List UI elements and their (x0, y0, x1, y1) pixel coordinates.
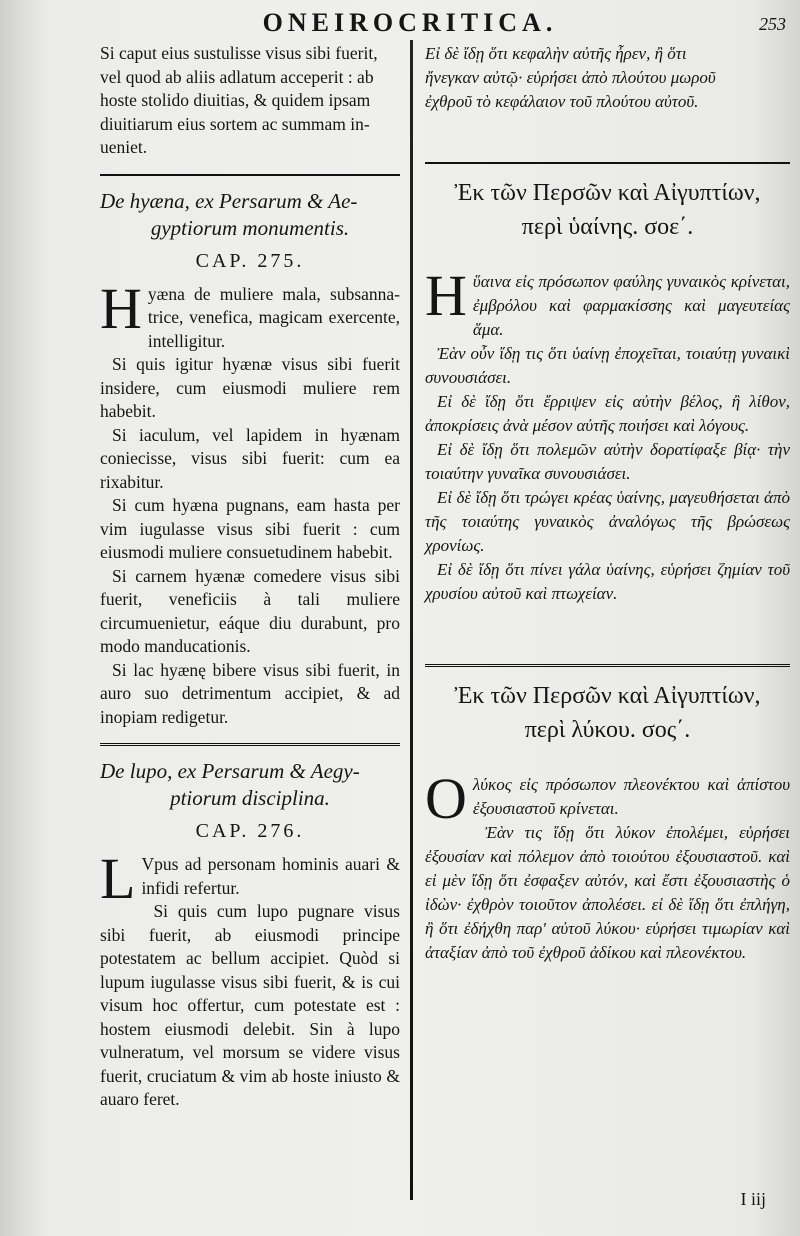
section-title-line: ptiorum disciplina. (170, 786, 330, 810)
latin-column (100, 42, 400, 1112)
latin-section-hyena (100, 188, 400, 730)
signature-mark: I iij (740, 1189, 766, 1209)
drop-cap: L (100, 846, 136, 911)
text-line: ueniet. (100, 137, 148, 157)
paragraph: Si iaculum, vel lapidem in hyænam coniecisse, visus sibi fuerit: cum ea rixabitur. (100, 424, 400, 492)
text-line: vel quod ab aliis adlatum acceperit : ab (100, 66, 374, 87)
text-line: Si caput eius sustulisse visus sibi fuerit, (100, 43, 378, 63)
paragraph: Ἐὰν οὖν ἴδῃ τις ὅτι ὑαίνῃ ἐποχεῖται, τοιαύτῃ γυναικὶ συνουσιάσει. (425, 344, 790, 387)
greek-column (425, 42, 790, 965)
column-divider (410, 40, 413, 1200)
page-number: 253 (759, 14, 786, 34)
greek-section-hyena (425, 176, 790, 606)
text-line: hoste stolido diuitias, & quidem ipsam (100, 90, 371, 110)
paragraph-text: λύκος εἰς πρόσωπον πλεονέκτου καὶ ἀπίστου ἐξουσιαστοῦ κρίνεται. (472, 775, 790, 818)
paragraph: Si quis cum lupo pugnare visus sibi fuerit, ab eiusmodi principe potestatem ac bellum accipiet. Quòd si lupum iugulasse visus sibi fuerit, & is cui visum hoc offertur, cum potestate est : hostem eiusmodi delebit. Sin à lupo vulneratum, vel morsum se videre visus fuerit, cruciatum & vim ab hoste iniusto & auaro feret. (100, 901, 400, 1109)
paragraph: Ἐὰν τις ἴδῃ ὅτι λύκον ἐπολέμει, εὑρήσει ἐξουσίαν καὶ πόλεμον ἀπὸ τοιούτου ἐξουσιαστοῦ. καὶ εἰ μὲν ἴδῃ ὅτι ἐσφαξεν αὐτόν, καὶ ἔστι ἐξουσιαστὴς ὁ ἰδὼν· ἐχθρὸν τοιοῦτον ἀπολέσει. εἰ δὲ ἴδῃ ὅτι ἐπλήγη, ἢ ὅτι ἐδήχθη παρ' αὐτοῦ λύκου· εὑρήσει τιμωρίαν καὶ ἀταξίαν ἀπὸ τοῦ ἐχθροῦ ἀδίκου καὶ πλεονέκτου. (425, 823, 790, 962)
drop-cap: Η (425, 263, 467, 328)
drop-cap: H (100, 275, 142, 341)
paragraph: Si lac hyænę bibere visus sibi fuerit, in auro suo detrimentum accipiet, & ad inopiam redigetur. (100, 659, 400, 727)
paragraph: Εἰ δὲ ἴδῃ ὅτι τρώγει κρέας ὑαίνης, μαγευθήσεται ἀπὸ τῆς τοιαύτης γυναικὸς ἀναλόγως τῆς βρώσεως χρονίως. (425, 488, 790, 555)
greek-intro (425, 42, 790, 114)
text-line: ἤνεγκαν αὐτῷ· εὑρήσει ἀπὸ πλούτου μωροῦ (425, 68, 716, 87)
paragraph: Εἰ δὲ ἴδῃ ὅτι πίνει γάλα ὑαίνης, εὑρήσει ζημίαν τοῦ χρυσίου αὐτοῦ καὶ πτωχείαν. (425, 560, 790, 603)
latin-intro (100, 42, 400, 160)
text-line: diuitiarum eius sortem ac summam in- (100, 113, 370, 134)
text-line: ἐχθροῦ τὸ κεφάλαιον τοῦ πλούτου αὐτοῦ. (425, 92, 699, 111)
drop-cap: Ο (425, 766, 467, 831)
section-title-line: De hyæna, ex Persarum & Ae- (100, 188, 358, 213)
paragraph-text: ὕαινα εἰς πρόσωπον φαύλης γυναικὸς κρίνεται, ἐμβρόλου καὶ φαρμακίσσης καὶ μαγευτείας ἅμα. (472, 272, 790, 339)
section-title-line: gyptiorum monumentis. (150, 215, 350, 240)
greek-section-wolf (425, 679, 790, 965)
chapter-number: CAP. 275. (195, 249, 305, 272)
paragraph: Εἰ δὲ ἴδῃ ὅτι πολεμῶν αὐτὴν δορατίφαξε βίᾳ· τὴν τοιαύτην γυναῖκα συνουσιάσει. (425, 440, 790, 483)
section-rule (100, 743, 400, 746)
section-rule (425, 664, 790, 667)
paragraph-text: yæna de muliere mala, subsanna-trice, venefica, magicam exercente, intelligitur. (147, 283, 400, 351)
paragraph: Si carnem hyænæ comedere visus sibi fuerit, veneficiis à tali muliere circumuenietur, eáque diu durabunt, pro modo manducationis. (100, 565, 400, 656)
section-rule (100, 174, 400, 176)
section-title-line: Ἐκ τῶν Περσῶν καὶ Αἰγυπτίων, (454, 180, 761, 206)
latin-section-wolf (100, 758, 400, 1112)
paragraph: Si quis igitur hyænæ visus sibi fuerit insidere, cum eiusmodi muliere rem habebit. (100, 354, 400, 421)
paragraph-text: Vpus ad personam hominis auari & infidi refertur. (141, 854, 400, 898)
section-title-line: περὶ ὑαίνης. σοε΄. (521, 214, 694, 240)
paragraph: Si cum hyæna pugnans, eam hasta per vim iugulasse visus sibi fuerit : cum eiusmodi muliere consuetudinem habebit. (100, 495, 400, 562)
paragraph: Εἰ δὲ ἴδῃ ὅτι ἔρριψεν εἰς αὐτὴν βέλος, ἢ λίθον, ἀποκρίσεις ἀνὰ μέσον αὐτῆς ποιήσει καὶ λόγους. (425, 392, 790, 435)
chapter-number: CAP. 276. (195, 820, 305, 842)
section-rule (425, 162, 790, 164)
running-title: ONEIROCRITICA. (262, 8, 558, 37)
section-title-line: Ἐκ τῶν Περσῶν καὶ Αἰγυπτίων, (454, 683, 761, 709)
text-line: Εἰ δὲ ἴδῃ ὅτι κεφαλὴν αὐτῆς ἦρεν, ἢ ὅτι (425, 44, 687, 63)
section-title-line: De lupo, ex Persarum & Aegy- (100, 759, 360, 783)
section-title-line: περὶ λύκου. σος΄. (524, 717, 691, 743)
